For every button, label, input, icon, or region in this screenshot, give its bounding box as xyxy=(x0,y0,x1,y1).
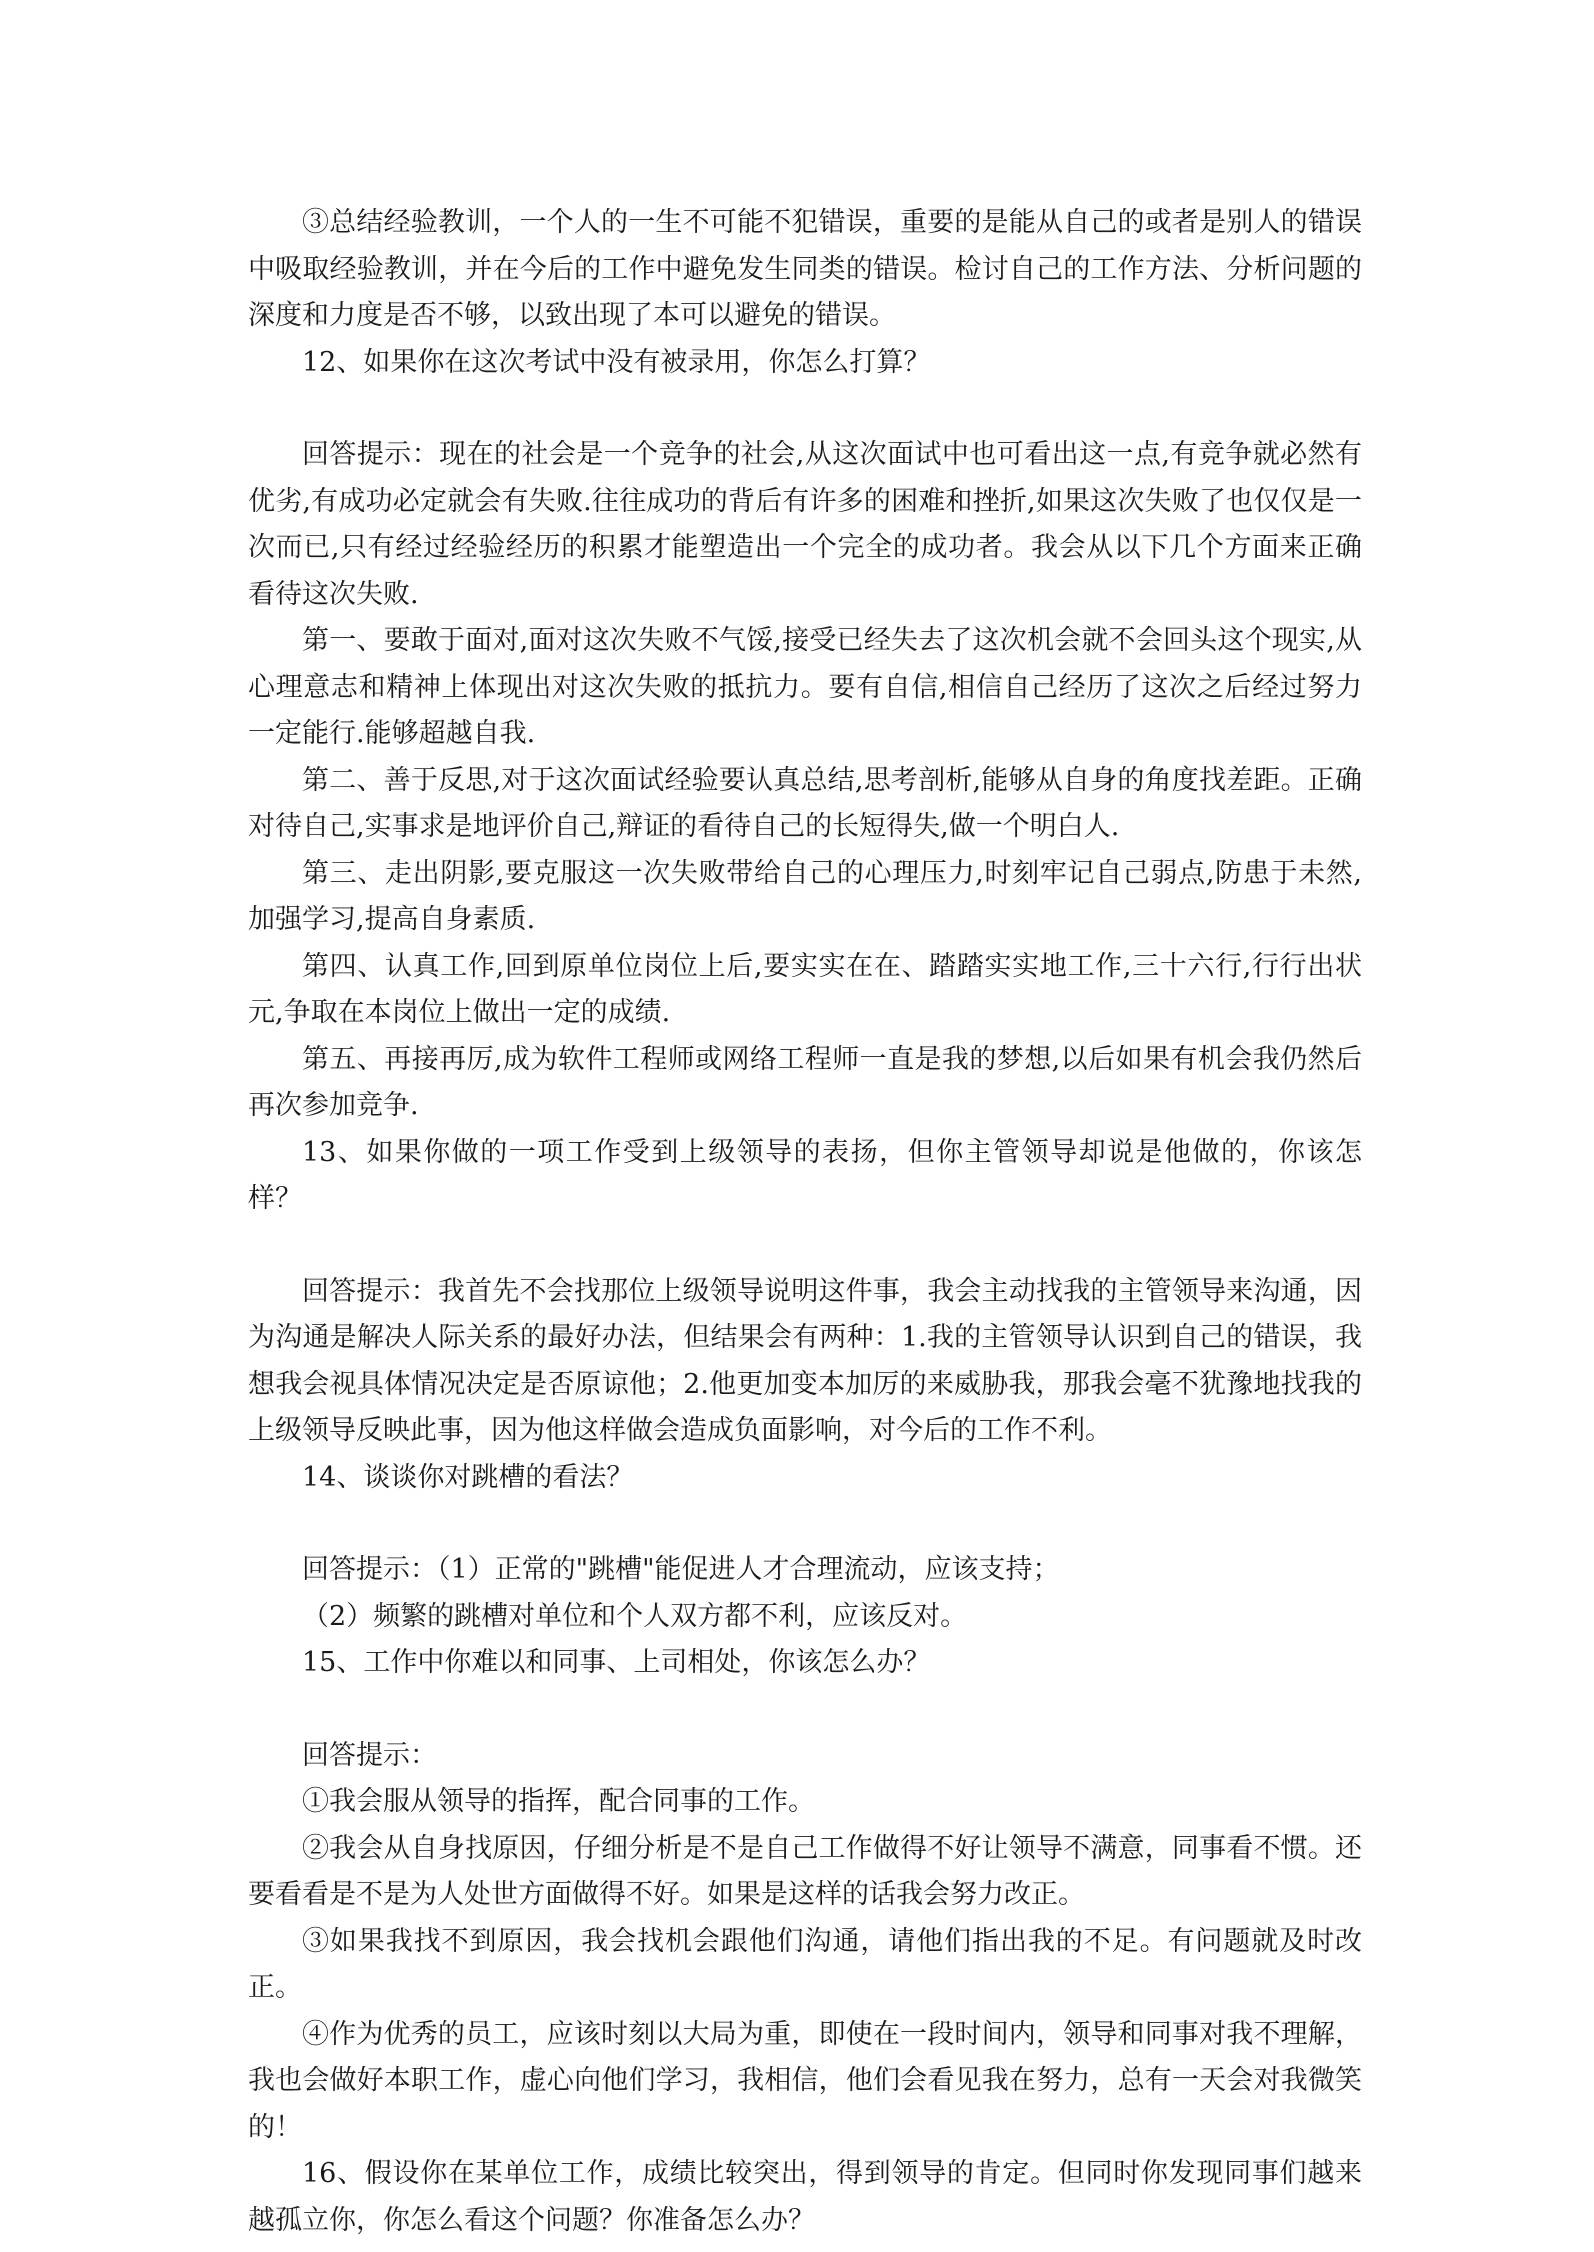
document-paragraph: 回答提示：我首先不会找那位上级领导说明这件事，我会主动找我的主管领导来沟通，因为沟通是解决人际关系的最好办法，但结果会有两种：1.我的主管领导认识到自己的错误，我想我会视具体情况决定是否原谅他；2.他更加变本加厉的来威胁我，那我会毫不犹豫地找我的上级领导反映此事，因为他这样做会造成负面影响，对今后的工作不利。 xyxy=(248,1275,1362,1446)
paragraph-spacer xyxy=(248,1223,1362,1269)
document-paragraph: 12、如果你在这次考试中没有被录用，你怎么打算？ xyxy=(302,346,931,378)
document-paragraph: 第四、认真工作,回到原单位岗位上后,要实实在在、踏踏实实地工作,三十六行,行行出状元,争取在本岗位上做出一定的成绩. xyxy=(248,950,1362,1028)
document-paragraph: 第五、再接再厉,成为软件工程师或网络工程师一直是我的梦想,以后如果有机会我仍然后再次参加竞争. xyxy=(248,1043,1362,1121)
document-paragraph: ①我会服从领导的指挥，配合同事的工作。 xyxy=(302,1786,815,1817)
document-paragraph: ③总结经验教训，一个人的一生不可能不犯错误，重要的是能从自己的或者是别人的错误中吸取经验教训，并在今后的工作中避免发生同类的错误。检讨自己的工作方法、分析问题的深度和力度是否不够，以致出现了本可以避免的错误。 xyxy=(248,207,1362,331)
document-paragraph: 第三、走出阴影,要克服这一次失败带给自己的心理压力,时刻牢记自己弱点,防患于未然,加强学习,提高自身素质. xyxy=(248,857,1362,935)
document-paragraph: 回答提示：（1）正常的"跳槽"能促进人才合理流动，应该支持； xyxy=(302,1554,1060,1585)
document-paragraph: （2）频繁的跳槽对单位和个人双方都不利，应该反对。 xyxy=(302,1600,968,1632)
document-paragraph: 回答提示：现在的社会是一个竞争的社会,从这次面试中也可看出这一点,有竞争就必然有优劣,有成功必定就会有失败.往往成功的背后有许多的困难和挫折,如果这次失败了也仅仅是一次而已,只有经过经验经历的积累才能塑造出一个完全的成功者。我会从以下几个方面来正确看待这次失败. xyxy=(248,439,1362,610)
document-paragraph: 13、如果你做的一项工作受到上级领导的表扬，但你主管领导却说是他做的，你该怎样？ xyxy=(248,1136,1362,1214)
document-paragraph: 15、工作中你难以和同事、上司相处，你该怎么办？ xyxy=(302,1647,931,1678)
document-paragraph: 16、假设你在某单位工作，成绩比较突出，得到领导的肯定。但同时你发现同事们越来越孤立你，你怎么看这个问题？你准备怎么办？ xyxy=(248,2158,1362,2236)
document-paragraph: ②我会从自身找原因，仔细分析是不是自己工作做得不好让领导不满意，同事看不惯。还要看看是不是为人处世方面做得不好。如果是这样的话我会努力改正。 xyxy=(248,1832,1362,1910)
document-paragraph: ③如果我找不到原因，我会找机会跟他们沟通，请他们指出我的不足。有问题就及时改正。 xyxy=(248,1925,1362,2003)
paragraph-spacer xyxy=(248,1501,1362,1547)
document-paragraph: ④作为优秀的员工，应该时刻以大局为重，即使在一段时间内，领导和同事对我不理解，我也会做好本职工作，虚心向他们学习，我相信，他们会看见我在努力，总有一天会对我微笑的！ xyxy=(248,2018,1362,2143)
paragraph-spacer xyxy=(248,1687,1362,1733)
document-paragraph: 回答提示： xyxy=(302,1739,437,1771)
document-paragraph: 第二、善于反思,对于这次面试经验要认真总结,思考剖析,能够从自身的角度找差距。正确对待自己,实事求是地评价自己,辩证的看待自己的长短得失,做一个明白人. xyxy=(248,764,1362,842)
document-paragraph: 第一、要敢于面对,面对这次失败不气馁,接受已经失去了这次机会就不会回头这个现实,从心理意志和精神上体现出对这次失败的抵抗力。要有自信,相信自己经历了这次之后经过努力一定能行.能够超越自我. xyxy=(248,625,1362,749)
document-body xyxy=(248,200,1362,2244)
paragraph-spacer xyxy=(248,386,1362,432)
document-paragraph: 14、谈谈你对跳槽的看法？ xyxy=(302,1461,634,1493)
